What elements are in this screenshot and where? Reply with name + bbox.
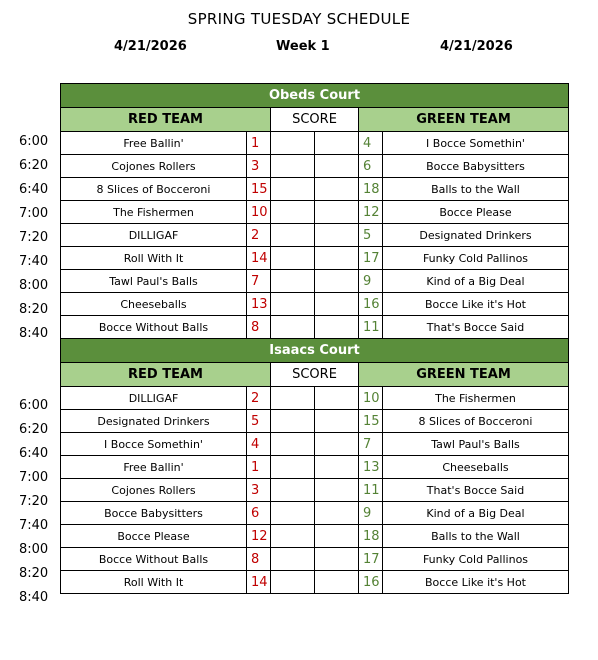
red-team-name: Free Ballin' bbox=[61, 132, 247, 155]
game-row bbox=[61, 247, 569, 270]
game-time: 6:20 bbox=[19, 158, 49, 173]
green-team-header: GREEN TEAM bbox=[359, 363, 569, 387]
game-time: 7:40 bbox=[19, 254, 49, 269]
court-header-row bbox=[61, 339, 569, 363]
red-score-cell[interactable] bbox=[271, 502, 315, 525]
green-team-number: 18 bbox=[359, 525, 383, 548]
red-team-name: The Fishermen bbox=[61, 201, 247, 224]
red-team-name: Bocce Without Balls bbox=[61, 548, 247, 571]
game-time: 8:40 bbox=[19, 326, 49, 341]
court-title: Isaacs Court bbox=[61, 339, 569, 363]
green-score-cell[interactable] bbox=[315, 132, 359, 155]
red-team-number: 1 bbox=[247, 456, 271, 479]
game-time: 6:00 bbox=[19, 398, 49, 413]
game-time: 6:40 bbox=[19, 446, 49, 461]
red-team-name: Roll With It bbox=[61, 247, 247, 270]
green-team-name: Funky Cold Pallinos bbox=[383, 548, 569, 571]
red-team-name: Free Ballin' bbox=[61, 456, 247, 479]
green-score-cell[interactable] bbox=[315, 502, 359, 525]
green-score-cell[interactable] bbox=[315, 178, 359, 201]
red-team-name: Tawl Paul's Balls bbox=[61, 270, 247, 293]
green-team-name: Bocce Babysitters bbox=[383, 155, 569, 178]
green-team-name: Kind of a Big Deal bbox=[383, 502, 569, 525]
green-score-cell[interactable] bbox=[315, 224, 359, 247]
green-team-number: 13 bbox=[359, 456, 383, 479]
game-row bbox=[61, 410, 569, 433]
green-score-cell[interactable] bbox=[315, 433, 359, 456]
game-time: 7:20 bbox=[19, 494, 49, 509]
game-row bbox=[61, 548, 569, 571]
green-team-name: I Bocce Somethin' bbox=[383, 132, 569, 155]
green-team-header: GREEN TEAM bbox=[359, 108, 569, 132]
red-team-name: Cojones Rollers bbox=[61, 479, 247, 502]
court-title: Obeds Court bbox=[61, 84, 569, 108]
red-team-name: Roll With It bbox=[61, 571, 247, 594]
game-row bbox=[61, 502, 569, 525]
team-header-row bbox=[61, 108, 569, 132]
red-team-header: RED TEAM bbox=[61, 363, 271, 387]
game-row bbox=[61, 387, 569, 410]
red-score-cell[interactable] bbox=[271, 293, 315, 316]
green-score-cell[interactable] bbox=[315, 525, 359, 548]
red-score-cell[interactable] bbox=[271, 155, 315, 178]
green-team-number: 16 bbox=[359, 293, 383, 316]
red-team-number: 1 bbox=[247, 132, 271, 155]
green-score-cell[interactable] bbox=[315, 479, 359, 502]
game-time: 8:00 bbox=[19, 278, 49, 293]
red-team-header: RED TEAM bbox=[61, 108, 271, 132]
game-time: 7:00 bbox=[19, 206, 49, 221]
green-team-number: 10 bbox=[359, 387, 383, 410]
red-team-number: 6 bbox=[247, 502, 271, 525]
red-team-number: 14 bbox=[247, 571, 271, 594]
red-team-number: 3 bbox=[247, 479, 271, 502]
red-team-name: Bocce Babysitters bbox=[61, 502, 247, 525]
green-team-name: Balls to the Wall bbox=[383, 525, 569, 548]
game-time: 8:20 bbox=[19, 566, 49, 581]
game-row bbox=[61, 270, 569, 293]
schedule-table bbox=[60, 83, 569, 594]
page-title: SPRING TUESDAY SCHEDULE bbox=[187, 10, 411, 28]
red-team-number: 3 bbox=[247, 155, 271, 178]
red-team-number: 13 bbox=[247, 293, 271, 316]
green-team-name: Funky Cold Pallinos bbox=[383, 247, 569, 270]
red-team-number: 12 bbox=[247, 525, 271, 548]
game-row bbox=[61, 479, 569, 502]
green-team-name: Tawl Paul's Balls bbox=[383, 433, 569, 456]
green-score-cell[interactable] bbox=[315, 270, 359, 293]
red-team-number: 2 bbox=[247, 224, 271, 247]
green-team-number: 9 bbox=[359, 270, 383, 293]
game-time: 7:40 bbox=[19, 518, 49, 533]
game-row bbox=[61, 132, 569, 155]
green-score-cell[interactable] bbox=[315, 155, 359, 178]
game-time: 6:00 bbox=[19, 134, 49, 149]
red-score-cell[interactable] bbox=[271, 525, 315, 548]
green-team-name: Kind of a Big Deal bbox=[383, 270, 569, 293]
green-team-number: 18 bbox=[359, 178, 383, 201]
red-team-name: Cheeseballs bbox=[61, 293, 247, 316]
score-header: SCORE bbox=[271, 108, 359, 132]
green-team-number: 7 bbox=[359, 433, 383, 456]
game-time: 7:00 bbox=[19, 470, 49, 485]
week-label: Week 1 bbox=[276, 39, 330, 54]
green-team-number: 17 bbox=[359, 247, 383, 270]
game-time: 8:20 bbox=[19, 302, 49, 317]
red-team-name: Designated Drinkers bbox=[61, 410, 247, 433]
green-team-name: Balls to the Wall bbox=[383, 178, 569, 201]
green-team-number: 11 bbox=[359, 479, 383, 502]
game-row bbox=[61, 316, 569, 339]
score-header: SCORE bbox=[271, 363, 359, 387]
game-time: 8:40 bbox=[19, 590, 49, 605]
red-team-number: 15 bbox=[247, 178, 271, 201]
red-team-name: DILLIGAF bbox=[61, 224, 247, 247]
green-team-name: Bocce Please bbox=[383, 201, 569, 224]
red-team-name: DILLIGAF bbox=[61, 387, 247, 410]
court-header-row bbox=[61, 84, 569, 108]
red-score-cell[interactable] bbox=[271, 479, 315, 502]
green-score-cell[interactable] bbox=[315, 410, 359, 433]
right-date: 4/21/2026 bbox=[440, 39, 513, 54]
green-score-cell[interactable] bbox=[315, 387, 359, 410]
game-row bbox=[61, 456, 569, 479]
game-row bbox=[61, 224, 569, 247]
green-score-cell[interactable] bbox=[315, 316, 359, 339]
game-row bbox=[61, 155, 569, 178]
green-team-number: 5 bbox=[359, 224, 383, 247]
red-team-number: 2 bbox=[247, 387, 271, 410]
red-team-number: 4 bbox=[247, 433, 271, 456]
red-team-name: Bocce Without Balls bbox=[61, 316, 247, 339]
red-score-cell[interactable] bbox=[271, 387, 315, 410]
green-team-name: That's Bocce Said bbox=[383, 479, 569, 502]
red-team-number: 10 bbox=[247, 201, 271, 224]
green-score-cell[interactable] bbox=[315, 201, 359, 224]
red-score-cell[interactable] bbox=[271, 201, 315, 224]
game-time: 6:20 bbox=[19, 422, 49, 437]
game-row bbox=[61, 201, 569, 224]
red-team-name: 8 Slices of Bocceroni bbox=[61, 178, 247, 201]
green-team-number: 9 bbox=[359, 502, 383, 525]
red-score-cell[interactable] bbox=[271, 571, 315, 594]
green-team-name: That's Bocce Said bbox=[383, 316, 569, 339]
red-team-number: 8 bbox=[247, 316, 271, 339]
red-team-name: Cojones Rollers bbox=[61, 155, 247, 178]
green-team-name: Bocce Like it's Hot bbox=[383, 571, 569, 594]
green-score-cell[interactable] bbox=[315, 571, 359, 594]
green-team-number: 12 bbox=[359, 201, 383, 224]
game-time: 6:40 bbox=[19, 182, 49, 197]
green-team-number: 17 bbox=[359, 548, 383, 571]
game-time: 7:20 bbox=[19, 230, 49, 245]
game-row bbox=[61, 178, 569, 201]
red-team-number: 8 bbox=[247, 548, 271, 571]
green-team-number: 6 bbox=[359, 155, 383, 178]
green-team-name: Cheeseballs bbox=[383, 456, 569, 479]
green-score-cell[interactable] bbox=[315, 548, 359, 571]
green-team-name: Designated Drinkers bbox=[383, 224, 569, 247]
green-team-name: The Fishermen bbox=[383, 387, 569, 410]
red-team-name: I Bocce Somethin' bbox=[61, 433, 247, 456]
red-score-cell[interactable] bbox=[271, 224, 315, 247]
red-score-cell[interactable] bbox=[271, 270, 315, 293]
left-date: 4/21/2026 bbox=[114, 39, 187, 54]
green-score-cell[interactable] bbox=[315, 456, 359, 479]
red-score-cell[interactable] bbox=[271, 433, 315, 456]
red-score-cell[interactable] bbox=[271, 178, 315, 201]
green-team-number: 16 bbox=[359, 571, 383, 594]
red-score-cell[interactable] bbox=[271, 247, 315, 270]
game-row bbox=[61, 433, 569, 456]
green-team-number: 15 bbox=[359, 410, 383, 433]
green-score-cell[interactable] bbox=[315, 247, 359, 270]
team-header-row bbox=[61, 363, 569, 387]
game-time: 8:00 bbox=[19, 542, 49, 557]
game-row bbox=[61, 525, 569, 548]
red-score-cell[interactable] bbox=[271, 548, 315, 571]
game-row bbox=[61, 571, 569, 594]
red-score-cell[interactable] bbox=[271, 456, 315, 479]
green-team-name: Bocce Like it's Hot bbox=[383, 293, 569, 316]
green-team-name: 8 Slices of Bocceroni bbox=[383, 410, 569, 433]
green-team-number: 4 bbox=[359, 132, 383, 155]
red-team-number: 7 bbox=[247, 270, 271, 293]
game-row bbox=[61, 293, 569, 316]
red-score-cell[interactable] bbox=[271, 132, 315, 155]
red-score-cell[interactable] bbox=[271, 316, 315, 339]
red-team-name: Bocce Please bbox=[61, 525, 247, 548]
red-score-cell[interactable] bbox=[271, 410, 315, 433]
green-team-number: 11 bbox=[359, 316, 383, 339]
red-team-number: 5 bbox=[247, 410, 271, 433]
red-team-number: 14 bbox=[247, 247, 271, 270]
green-score-cell[interactable] bbox=[315, 293, 359, 316]
